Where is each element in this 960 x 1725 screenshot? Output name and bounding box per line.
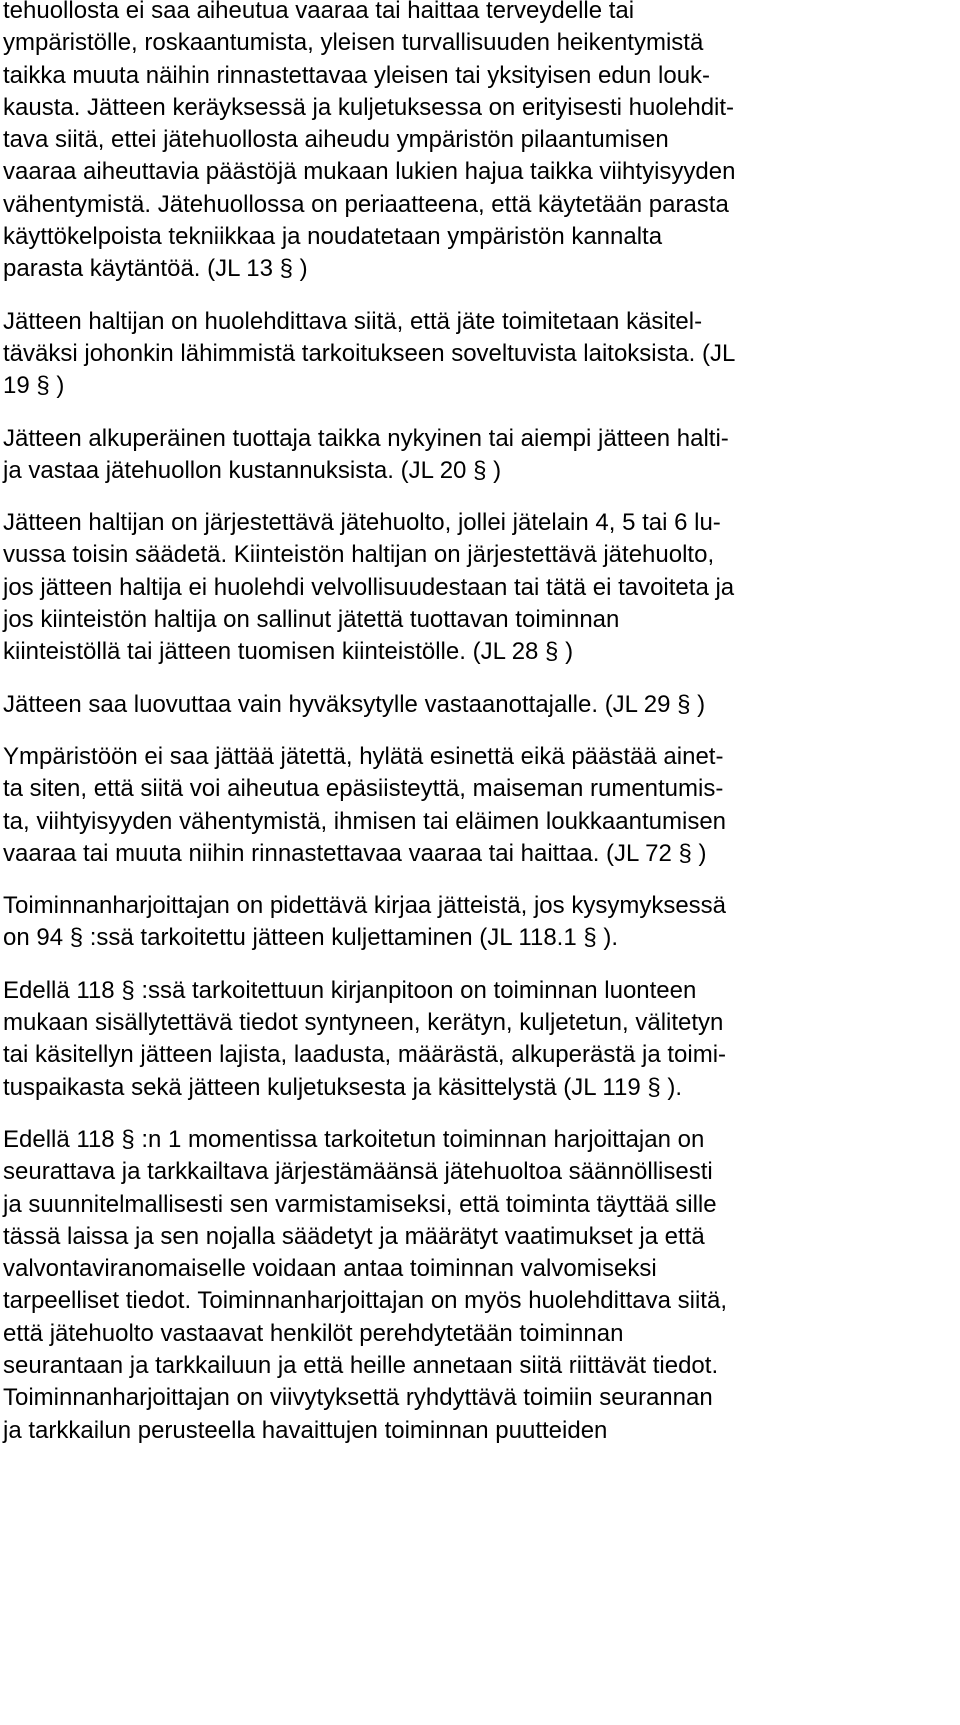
text-line: Toiminnanharjoittajan on viivytyksettä ryhdyttävä toimiin seurannan [3, 1384, 713, 1412]
text-line: kiinteistöllä tai jätteen tuomisen kiinteistölle. (JL 28 § ) [3, 638, 574, 666]
document-page [3, 0, 958, 1467]
paragraph-monitoring-obligation [3, 1124, 958, 1447]
text-line: kausta. Jätteen keräyksessä ja kuljetuksessa on erityisesti huolehdit- [3, 93, 735, 121]
text-line: tai käsitellyn jätteen lajista, laadusta, määrästä, alkuperästä ja toimi- [3, 1041, 727, 1069]
text-line: ympäristölle, roskaantumista, yleisen turvallisuuden heikentymistä [3, 29, 704, 57]
text-line: parasta käytäntöä. (JL 13 § ) [3, 255, 308, 283]
text-line: seurantaan ja tarkkailuun ja että heille annetaan siitä riittävät tiedot. [3, 1351, 719, 1379]
text-line: tehuollosta ei saa aiheutua vaaraa tai haittaa terveydelle tai [3, 0, 635, 24]
paragraph-record-keeping [3, 890, 958, 955]
text-line: jos kiinteistön haltija on sallinut jätettä tuottavan toiminnan [3, 606, 620, 634]
paragraph-record-contents [3, 975, 958, 1104]
paragraph-waste-management-principles [3, 0, 958, 286]
paragraph-approved-recipient [3, 689, 958, 721]
text-line: Jätteen haltijan on järjestettävä jätehuolto, jollei jätelain 4, 5 tai 6 lu- [3, 509, 721, 537]
text-line: ja tarkkailun perusteella havaittujen toiminnan puutteiden [3, 1416, 608, 1444]
text-line: vaaraa aiheuttavia päästöjä mukaan lukien hajua taikka viihtyisyyden [3, 158, 736, 186]
text-line: ja suunnitelmallisesti sen varmistamiseksi, että toiminta täyttää sille [3, 1190, 717, 1218]
text-line: Edellä 118 § :ssä tarkoitettuun kirjanpitoon on toiminnan luonteen [3, 976, 697, 1004]
text-line: taikka muuta näihin rinnastettavaa yleisen tai yksityisen edun louk- [3, 61, 711, 89]
text-line: ta siten, että siitä voi aiheutua epäsiisteyttä, maiseman rumentumis- [3, 775, 724, 803]
text-line: vaaraa tai muuta niihin rinnastettavaa vaaraa tai haittaa. (JL 72 § ) [3, 839, 707, 867]
text-line: valvontaviranomaiselle voidaan antaa toiminnan valvomiseksi [3, 1255, 657, 1283]
text-line: on 94 § :ssä tarkoitettu jätteen kuljettaminen (JL 118.1 § ). [3, 924, 619, 952]
text-line: mukaan sisällytettävä tiedot syntyneen, kerätyn, kuljetetun, välitetyn [3, 1009, 724, 1037]
text-line: käyttökelpoista tekniikkaa ja noudatetaan ympäristön kannalta [3, 223, 663, 251]
text-line: ja vastaa jätehuollon kustannuksista. (JL 20 § ) [3, 456, 502, 484]
text-line: Jätteen haltijan on huolehdittava siitä, että jäte toimitetaan käsitel- [3, 307, 703, 335]
text-line: 19 § ) [3, 372, 65, 400]
paragraph-waste-costs [3, 423, 958, 488]
text-line: että jätehuolto vastaavat henkilöt perehdytetään toiminnan [3, 1319, 624, 1347]
text-line: tarpeelliset tiedot. Toiminnanharjoittajan on myös huolehdittava siitä, [3, 1287, 727, 1315]
text-line: Jätteen saa luovuttaa vain hyväksytylle vastaanottajalle. (JL 29 § ) [3, 690, 706, 718]
text-line: jos jätteen haltija ei huolehdi velvollisuudestaan tai tätä ei tavoiteta ja [3, 573, 735, 601]
text-line: vähentymistä. Jätehuollossa on periaatteena, että käytetään parasta [3, 190, 729, 218]
paragraph-arranging-waste-management [3, 507, 958, 668]
text-line: Jätteen alkuperäinen tuottaja taikka nykyinen tai aiempi jätteen halti- [3, 424, 729, 452]
text-line: ta, viihtyisyyden vähentymistä, ihmisen tai eläimen loukkaantumisen [3, 807, 727, 835]
text-line: tava siitä, ettei jätehuollosta aiheudu ympäristön pilaantumisen [3, 126, 669, 154]
text-line: Ympäristöön ei saa jättää jätettä, hylätä esinettä eikä päästää ainet- [3, 742, 724, 770]
text-line: seurattava ja tarkkailtava järjestämäänsä jätehuoltoa säännöllisesti [3, 1158, 713, 1186]
text-line: Toiminnanharjoittajan on pidettävä kirjaa jätteistä, jos kysymyksessä [3, 892, 727, 920]
text-line: Edellä 118 § :n 1 momentissa tarkoitetun toiminnan harjoittajan on [3, 1125, 705, 1153]
text-line: täväksi johonkin lähimmistä tarkoitukseen soveltuvista laitoksista. (JL [3, 339, 736, 367]
text-line: tässä laissa ja sen nojalla säädetyt ja määrätyt vaatimukset ja että [3, 1222, 705, 1250]
paragraph-waste-holder-delivery [3, 306, 958, 403]
paragraph-littering-ban [3, 741, 958, 870]
text-line: tuspaikasta sekä jätteen kuljetuksesta ja käsittelystä (JL 119 § ). [3, 1073, 683, 1101]
text-line: vussa toisin säädetä. Kiinteistön haltijan on järjestettävä jätehuolto, [3, 541, 715, 569]
